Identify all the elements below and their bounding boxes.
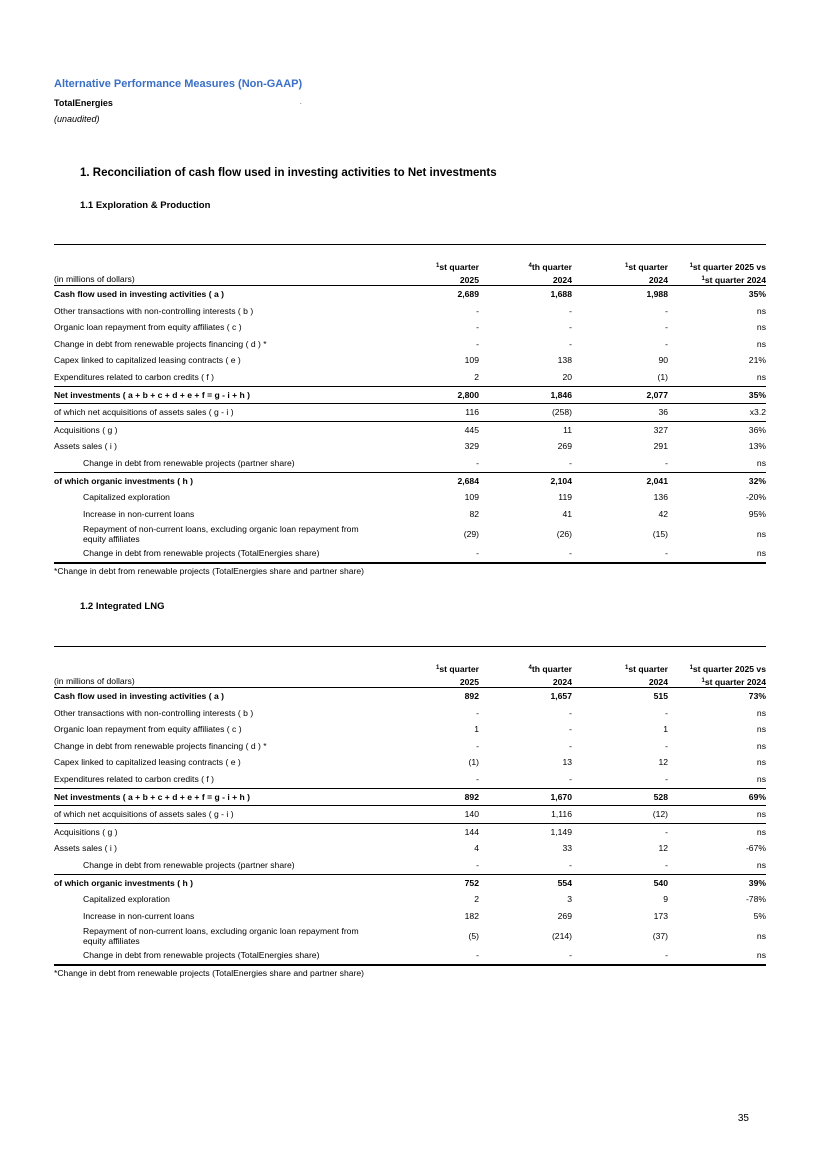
value-q1-2025: (29) <box>463 528 479 539</box>
value-q1-2024: - <box>665 950 668 961</box>
row-label: Change in debt from renewable projects financing ( d ) * <box>54 338 267 349</box>
value-q4-2024: 138 <box>557 355 572 366</box>
unaudited-note: (unaudited) <box>54 114 100 124</box>
row-label: Acquisitions ( g ) <box>54 424 118 435</box>
value-q1-2025: 892 <box>464 691 479 701</box>
value-variation: ns <box>756 338 766 349</box>
table-footnote: *Change in debt from renewable projects (TotalEnergies share and partner share) <box>54 563 766 578</box>
value-q1-2025: 2,689 <box>457 289 479 299</box>
value-q4-2024: - <box>569 859 572 870</box>
value-q1-2024: 1 <box>663 724 668 735</box>
table-row <box>54 336 766 353</box>
value-q1-2025: - <box>476 773 479 784</box>
table-row <box>54 771 766 788</box>
value-variation: -20% <box>745 492 766 503</box>
value-q1-2024: 327 <box>653 424 668 435</box>
table-row <box>54 823 766 841</box>
value-q1-2025: 752 <box>464 877 479 888</box>
table-row <box>54 788 766 806</box>
table-row <box>54 874 766 892</box>
row-label: Change in debt from renewable projects (partner share) <box>83 859 295 870</box>
row-label: Capitalized exploration <box>83 894 170 905</box>
value-variation: ns <box>756 809 766 820</box>
table-row <box>54 455 766 472</box>
value-q1-2025: 82 <box>469 508 479 519</box>
value-q1-2024: 9 <box>663 894 668 905</box>
value-variation: ns <box>756 457 766 468</box>
row-label: Increase in non-current loans <box>83 910 195 921</box>
value-q1-2025: 1 <box>474 724 479 735</box>
value-q1-2025: 182 <box>464 910 479 921</box>
table-row <box>54 319 766 336</box>
value-q1-2025: - <box>476 950 479 961</box>
value-variation: 39% <box>748 877 766 888</box>
value-q1-2025: - <box>476 305 479 316</box>
table-row <box>54 687 766 705</box>
row-label: Capex linked to capitalized leasing contracts ( e ) <box>54 757 241 768</box>
table-row <box>54 924 766 947</box>
value-q4-2024: 1,116 <box>551 809 572 820</box>
unit-label: (in millions of dollars) <box>54 274 135 284</box>
value-variation: ns <box>756 322 766 333</box>
value-q1-2024: (15) <box>652 528 668 539</box>
value-variation: 35% <box>748 389 766 400</box>
row-label: Other transactions with non-controlling interests ( b ) <box>54 305 254 316</box>
table-row <box>54 891 766 908</box>
row-label: Capex linked to capitalized leasing contracts ( e ) <box>54 355 241 366</box>
table-row <box>54 754 766 771</box>
report-title: Alternative Performance Measures (Non-GAAP) <box>54 78 303 90</box>
table-row <box>54 522 766 545</box>
value-q4-2024: - <box>569 707 572 718</box>
value-q4-2024: 41 <box>562 508 572 519</box>
value-q4-2024: 1,149 <box>550 826 572 837</box>
row-label: of which organic investments ( h ) <box>54 877 193 888</box>
subsection-title-lng: 1.2 Integrated LNG <box>80 601 165 612</box>
value-q4-2024: 269 <box>557 910 572 921</box>
value-q4-2024: (26) <box>556 528 572 539</box>
table-row <box>54 403 766 421</box>
value-q4-2024: - <box>569 548 572 559</box>
value-q1-2025: 329 <box>464 441 479 452</box>
value-q1-2024: 136 <box>653 492 668 503</box>
row-label: Cash flow used in investing activities ( a ) <box>54 289 225 299</box>
table-footnote: *Change in debt from renewable projects (TotalEnergies share and partner share) <box>54 965 766 980</box>
page-number: 35 <box>737 1113 749 1124</box>
value-q1-2024: 90 <box>658 355 668 366</box>
row-label: Net investments ( a + b + c + d + e + f = g - i + h ) <box>54 389 251 400</box>
value-q1-2025: 2,684 <box>457 475 479 486</box>
value-q1-2024: 515 <box>653 691 668 701</box>
table-row <box>54 285 766 303</box>
table-row <box>54 369 766 386</box>
value-q1-2024: 540 <box>653 877 668 888</box>
value-q1-2024: (1) <box>657 371 668 382</box>
row-label: Acquisitions ( g ) <box>54 826 118 837</box>
row-label: Change in debt from renewable projects (TotalEnergies share) <box>83 950 320 961</box>
table-row <box>54 472 766 490</box>
value-variation: 32% <box>748 475 766 486</box>
value-q4-2024: 1,657 <box>550 691 572 701</box>
unit-label: (in millions of dollars) <box>54 676 135 686</box>
value-q1-2025: (5) <box>468 930 479 941</box>
row-label: of which net acquisitions of assets sales ( g - i ) <box>54 407 234 418</box>
row-label: Organic loan repayment from equity affiliates ( c ) <box>54 322 242 333</box>
table-row <box>54 545 766 563</box>
value-q1-2024: 36 <box>658 407 668 418</box>
row-label: Net investments ( a + b + c + d + e + f = g - i + h ) <box>54 791 251 802</box>
value-q1-2024: - <box>665 548 668 559</box>
col-header-q1-2024: $^1$st quarter 2024 <box>625 262 668 285</box>
value-q1-2025: - <box>476 322 479 333</box>
value-q1-2025: - <box>476 859 479 870</box>
value-q4-2024: 1,670 <box>550 791 572 802</box>
row-label: of which organic investments ( h ) <box>54 475 193 486</box>
value-q4-2024: - <box>569 740 572 751</box>
value-q1-2025: - <box>476 548 479 559</box>
value-variation: 36% <box>748 424 766 435</box>
value-q1-2024: 291 <box>653 441 668 452</box>
value-q1-2025: 109 <box>464 355 479 366</box>
value-variation: ns <box>756 548 766 559</box>
col-header-variation: $^1$st quarter 2025 vs $^1$st quarter 2024 <box>689 262 766 285</box>
value-variation: ns <box>756 757 766 768</box>
value-q1-2024: 528 <box>653 791 668 802</box>
row-label: Expenditures related to carbon credits ( f ) <box>54 371 215 382</box>
value-q1-2024: - <box>665 322 668 333</box>
value-q4-2024: 20 <box>562 371 572 382</box>
table-row <box>54 840 766 857</box>
row-label: Other transactions with non-controlling interests ( b ) <box>54 707 254 718</box>
value-q4-2024: 33 <box>562 843 572 854</box>
col-header-q4-2024: $^4$th quarter 2024 <box>528 664 572 687</box>
value-q1-2025: - <box>476 338 479 349</box>
value-variation: ns <box>756 773 766 784</box>
row-label: Capitalized exploration <box>83 492 170 503</box>
col-header-q1-2025: $^1$st quarter 2025 <box>436 664 479 687</box>
col-header-variation: $^1$st quarter 2025 vs $^1$st quarter 2024 <box>689 664 766 687</box>
table-row <box>54 438 766 455</box>
value-q4-2024: 3 <box>567 894 572 905</box>
value-variation: 35% <box>748 289 766 299</box>
table-row <box>54 303 766 320</box>
value-q4-2024: - <box>569 338 572 349</box>
table-row <box>54 908 766 925</box>
value-variation: ns <box>756 859 766 870</box>
value-q1-2024: - <box>665 740 668 751</box>
company-name: TotalEnergies <box>54 98 113 108</box>
value-q1-2024: 173 <box>653 910 668 921</box>
row-label: Change in debt from renewable projects financing ( d ) * <box>54 740 267 751</box>
row-label: Organic loan repayment from equity affiliates ( c ) <box>54 724 242 735</box>
row-label: Change in debt from renewable projects (partner share) <box>83 457 295 468</box>
value-q1-2024: (37) <box>652 930 668 941</box>
value-q1-2025: 2 <box>474 894 479 905</box>
value-q4-2024: - <box>569 773 572 784</box>
table-header <box>54 245 766 285</box>
value-q1-2024: 12 <box>658 757 668 768</box>
value-variation: x3.2 <box>749 407 766 418</box>
value-variation: ns <box>756 528 766 539</box>
value-q4-2024: 1,688 <box>550 289 572 299</box>
value-q4-2024: 554 <box>557 877 572 888</box>
value-q4-2024: 1,846 <box>550 389 572 400</box>
value-q4-2024: - <box>569 724 572 735</box>
value-q4-2024: 2,104 <box>550 475 572 486</box>
value-q1-2025: 4 <box>474 843 479 854</box>
value-variation: ns <box>756 826 766 837</box>
table-row <box>54 506 766 523</box>
value-q1-2024: 2,077 <box>646 389 668 400</box>
value-q1-2025: 140 <box>464 809 479 820</box>
value-q4-2024: 13 <box>562 757 572 768</box>
value-q1-2024: - <box>665 707 668 718</box>
row-label: Repayment of non-current loans, excluding organic loan repayment from equity affiliates <box>83 524 359 545</box>
table-row <box>54 721 766 738</box>
value-q1-2025: 144 <box>464 826 479 837</box>
value-q1-2025: 445 <box>464 424 479 435</box>
value-q1-2024: 12 <box>658 843 668 854</box>
col-header-q1-2025: $^1$st quarter 2025 <box>436 262 479 285</box>
value-q4-2024: 11 <box>563 424 572 435</box>
value-variation: ns <box>756 724 766 735</box>
value-variation: ns <box>756 707 766 718</box>
value-q1-2025: 2,800 <box>457 389 479 400</box>
value-variation: 5% <box>753 910 766 921</box>
value-q1-2025: 892 <box>464 791 479 802</box>
value-q1-2024: - <box>665 457 668 468</box>
row-label: Assets sales ( i ) <box>54 843 118 854</box>
value-q1-2025: - <box>476 457 479 468</box>
value-variation: ns <box>756 740 766 751</box>
value-q1-2025: (1) <box>468 757 479 768</box>
value-q4-2024: (214) <box>551 930 572 941</box>
value-variation: 73% <box>748 691 766 701</box>
section-title: 1. Reconciliation of cash flow used in investing activities to Net investments <box>80 167 497 179</box>
value-q1-2025: 116 <box>465 407 479 418</box>
value-variation: -67% <box>745 843 766 854</box>
value-q1-2025: 109 <box>464 492 479 503</box>
value-q1-2024: (12) <box>652 809 668 820</box>
table-row <box>54 947 766 965</box>
table-row <box>54 386 766 404</box>
row-label: Repayment of non-current loans, excluding organic loan repayment from equity affiliates <box>83 926 359 947</box>
value-variation: -78% <box>745 894 766 905</box>
value-variation: 21% <box>748 355 766 366</box>
table-header <box>54 647 766 687</box>
row-label: of which net acquisitions of assets sales ( g - i ) <box>54 809 234 820</box>
row-label: Increase in non-current loans <box>83 508 195 519</box>
value-q4-2024: (258) <box>551 407 572 418</box>
value-q1-2024: - <box>665 859 668 870</box>
row-label: Change in debt from renewable projects (TotalEnergies share) <box>83 548 320 559</box>
value-variation: ns <box>756 371 766 382</box>
table-row <box>54 738 766 755</box>
value-q1-2024: - <box>665 773 668 784</box>
value-variation: ns <box>756 950 766 961</box>
value-q4-2024: 119 <box>558 492 572 503</box>
row-label: Assets sales ( i ) <box>54 441 118 452</box>
row-label: Cash flow used in investing activities ( a ) <box>54 691 225 701</box>
value-variation: ns <box>756 930 766 941</box>
value-q4-2024: - <box>569 305 572 316</box>
value-q1-2024: 2,041 <box>646 475 668 486</box>
value-variation: 95% <box>748 508 766 519</box>
value-q1-2024: - <box>665 826 668 837</box>
row-label: Expenditures related to carbon credits ( f ) <box>54 773 215 784</box>
value-q1-2024: 42 <box>658 508 668 519</box>
table-row <box>54 705 766 722</box>
table-row <box>54 489 766 506</box>
table-row <box>54 352 766 369</box>
table-row <box>54 805 766 823</box>
value-q4-2024: - <box>569 457 572 468</box>
col-header-q4-2024: $^4$th quarter 2024 <box>528 262 572 285</box>
table-row <box>54 421 766 439</box>
value-q4-2024: 269 <box>557 441 572 452</box>
table-exploration-production <box>54 244 766 578</box>
value-q1-2024: - <box>665 338 668 349</box>
subsection-title-ep: 1.1 Exploration & Production <box>80 200 211 211</box>
value-variation: 13% <box>748 441 766 452</box>
value-q1-2025: - <box>476 740 479 751</box>
col-header-q1-2024: $^1$st quarter 2024 <box>625 664 668 687</box>
value-q4-2024: - <box>569 322 572 333</box>
value-q1-2025: 2 <box>474 371 479 382</box>
table-integrated-lng <box>54 646 766 980</box>
stray-dot: . <box>300 100 302 106</box>
value-variation: ns <box>756 305 766 316</box>
value-q1-2025: - <box>476 707 479 718</box>
table-row <box>54 857 766 874</box>
value-q1-2024: - <box>665 305 668 316</box>
value-q1-2024: 1,988 <box>646 289 668 299</box>
value-q4-2024: - <box>569 950 572 961</box>
value-variation: 69% <box>748 791 766 802</box>
